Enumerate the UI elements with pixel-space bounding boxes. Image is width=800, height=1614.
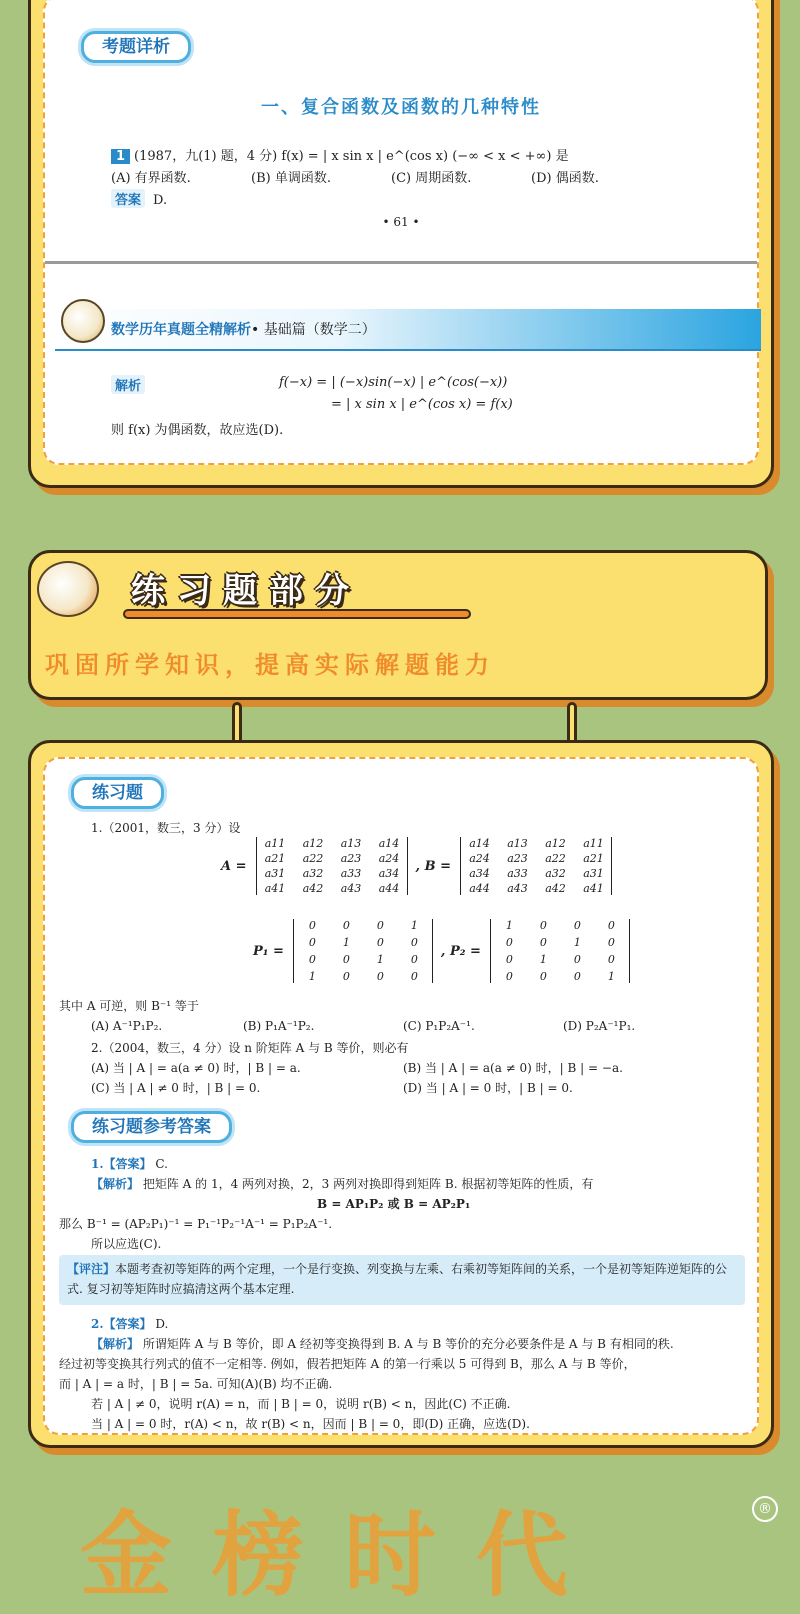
analysis-label-line xyxy=(111,375,153,394)
banner-title: 数学历年真题全精解析 xyxy=(111,322,251,338)
brand-logo: 金榜时代 xyxy=(80,1502,609,1609)
question-option-b: (B) 单调函数. xyxy=(251,171,331,186)
matrix-p xyxy=(253,919,630,983)
matrix-cell: a23 xyxy=(507,852,528,865)
a1-formula: B = AP₁P₂ 或 B = AP₂P₁ xyxy=(317,1197,471,1211)
q1-option-c: (C) P₁P₂A⁻¹. xyxy=(403,1019,475,1033)
a2-analysis: 所谓矩阵 A 与 B 等价，即 A 经初等变换得到 B. A 与 B 等价的充分必要条件是 A 与 B 有相同的秩. xyxy=(142,1337,674,1351)
q2-intro: 2.（2004，数三，4 分）设 n 阶矩阵 A 与 B 等价，则必有 xyxy=(91,1041,409,1055)
matrix-cell: 0 xyxy=(539,936,547,949)
matrix-cell: 0 xyxy=(308,936,316,949)
a1-analysis-label: 【解析】 xyxy=(91,1177,140,1191)
matrix-cell: a34 xyxy=(469,867,490,880)
exam-analysis-badge: 考题详析 xyxy=(81,31,191,63)
section-title: 一、复合函数及函数的几种特性 xyxy=(261,97,541,118)
q1-option-b: (B) P₁A⁻¹P₂. xyxy=(243,1019,315,1033)
matrix-cell: 1 xyxy=(607,970,615,983)
matrix-cell: a11 xyxy=(583,837,604,850)
matrix-cell: a34 xyxy=(378,867,400,880)
matrix-cell: 0 xyxy=(573,919,581,932)
matrix-cell: a43 xyxy=(507,882,528,895)
q2-option-d: (D) 当 | A | = 0 时，| B | = 0. xyxy=(403,1081,573,1095)
matrix-cell: 0 xyxy=(573,970,581,983)
q2-option-a: (A) 当 | A | = a(a ≠ 0) 时，| B | = a. xyxy=(91,1061,301,1075)
question-stem xyxy=(111,145,569,164)
a1-answer: C. xyxy=(155,1157,168,1171)
page-number: • 61 • xyxy=(382,215,420,229)
matrix-cell: a31 xyxy=(264,867,286,880)
matrix-cell: 0 xyxy=(607,936,615,949)
matrix-cell: a22 xyxy=(545,852,566,865)
matrix-cell: a32 xyxy=(302,867,324,880)
matrix-cell: 0 xyxy=(607,953,615,966)
matrix-cell: 0 xyxy=(573,953,581,966)
a2-analysis-label: 【解析】 xyxy=(91,1337,140,1351)
exercise-page xyxy=(43,757,759,1435)
matrix-cell: a22 xyxy=(302,852,324,865)
comment-box xyxy=(59,1255,745,1305)
matrix-cell: a12 xyxy=(302,837,324,850)
q2-option-c: (C) 当 | A | ≠ 0 时，| B | = 0. xyxy=(91,1081,261,1095)
matrix-p2-grid xyxy=(490,919,630,983)
exam-analysis-page xyxy=(43,0,759,465)
q1-question: 其中 A 可逆，则 B⁻¹ 等于 xyxy=(59,999,199,1013)
q2-option-b: (B) 当 | A | = a(a ≠ 0) 时，| B | = −a. xyxy=(403,1061,623,1075)
a1-analysis: 把矩阵 A 的 1，4 两列对换，2，3 两列对换即得到矩阵 B. 根据初等矩阵的性质，有 xyxy=(142,1177,594,1191)
matrix-cell: a23 xyxy=(340,852,362,865)
matrix-cell: 0 xyxy=(505,953,513,966)
banner-text xyxy=(111,319,376,339)
matrix-cell: a42 xyxy=(545,882,566,895)
matrix-cell: 0 xyxy=(539,970,547,983)
banner-subtitle: • 基础篇（数学二） xyxy=(251,322,376,338)
matrix-cell: a21 xyxy=(583,852,604,865)
matrix-a-label: A = xyxy=(221,858,247,874)
matrix-cell: 0 xyxy=(505,970,513,983)
matrix-cell: 0 xyxy=(342,919,350,932)
matrix-cell: 1 xyxy=(410,919,418,932)
question-number: 1 xyxy=(111,149,130,164)
page-separator xyxy=(45,261,757,264)
a1-line3: 所以应选(C). xyxy=(91,1237,162,1251)
matrix-cell: 1 xyxy=(573,936,581,949)
a2-label: 2.【答案】 xyxy=(91,1317,152,1331)
practice-subtitle: 巩固所学知识，提高实际解题能力 xyxy=(45,651,495,679)
matrix-cell: 0 xyxy=(308,919,316,932)
matrix-cell: 0 xyxy=(410,936,418,949)
matrix-cell: 0 xyxy=(505,936,513,949)
book-banner xyxy=(55,309,761,351)
matrix-cell: 0 xyxy=(410,970,418,983)
exercise-badge: 练习题 xyxy=(71,777,164,809)
matrix-cell: a14 xyxy=(378,837,400,850)
matrix-cell: a43 xyxy=(340,882,362,895)
matrix-cell: a11 xyxy=(264,837,286,850)
a1-label: 1.【答案】 xyxy=(91,1157,152,1171)
analysis-line-1: f(−x) = | (−x)sin(−x) | e^(cos(−x)) xyxy=(279,375,508,390)
answer-label: 答案 xyxy=(111,189,145,208)
q1-option-a: (A) A⁻¹P₁P₂. xyxy=(91,1019,163,1033)
q1-intro: 1.（2001，数三，3 分）设 xyxy=(91,821,241,835)
exercise-card xyxy=(28,740,774,1448)
matrix-cell: a21 xyxy=(264,852,286,865)
matrix-cell: 0 xyxy=(376,919,384,932)
matrix-cell: 0 xyxy=(308,953,316,966)
comment-text: 本题考查初等矩阵的两个定理，一个是行变换、列变换与左乘、右乘初等矩阵间的关系，一个是初等矩阵逆矩阵的公式. 复习初等矩阵时应搞清这两个基本定理. xyxy=(67,1262,728,1296)
question-source: (1987，九(1) 题，4 分) xyxy=(134,149,278,164)
matrix-cell: a44 xyxy=(378,882,400,895)
analysis-line-3: 则 f(x) 为偶函数，故应选(D). xyxy=(111,423,284,438)
matrix-cell: 1 xyxy=(342,936,350,949)
matrix-cell: a42 xyxy=(302,882,324,895)
q1-option-d: (D) P₂A⁻¹P₁. xyxy=(563,1019,636,1033)
a1-line xyxy=(91,1155,168,1172)
question-option-c: (C) 周期函数. xyxy=(391,171,472,186)
practice-title: 练习题部分 xyxy=(131,571,361,611)
matrix-a-grid xyxy=(256,837,408,895)
a2-line xyxy=(91,1315,168,1332)
matrix-cell: 0 xyxy=(539,919,547,932)
matrix-b-grid xyxy=(460,837,612,895)
question-option-a: (A) 有界函数. xyxy=(111,171,191,186)
matrix-cell: 0 xyxy=(607,919,615,932)
matrix-cell: a13 xyxy=(507,837,528,850)
answer-line xyxy=(111,189,167,208)
matrix-cell: a33 xyxy=(507,867,528,880)
registered-mark: ® xyxy=(752,1496,778,1522)
question-text: f(x) = | x sin x | e^(cos x) (−∞ < x < +∞) 是 xyxy=(281,149,569,164)
matrix-cell: a31 xyxy=(583,867,604,880)
matrix-p1-label: P₁ = xyxy=(253,943,284,959)
matrix-cell: 1 xyxy=(308,970,316,983)
analysis-line-2: = | x sin x | e^(cos x) = f(x) xyxy=(331,397,513,412)
a1-line2: 那么 B⁻¹ = (AP₂P₁)⁻¹ = P₁⁻¹P₂⁻¹A⁻¹ = P₁P₂A⁻¹. xyxy=(59,1217,333,1231)
matrix-p2-label: , P₂ = xyxy=(440,943,481,959)
exam-analysis-card xyxy=(28,0,774,488)
a2-answer: D. xyxy=(155,1317,169,1331)
matrix-cell: a41 xyxy=(264,882,286,895)
a1-analysis-line xyxy=(91,1175,593,1192)
matrix-cell: 1 xyxy=(505,919,513,932)
a2-analysis-line xyxy=(91,1335,674,1352)
matrix-cell: 0 xyxy=(342,953,350,966)
analysis-label: 解析 xyxy=(111,375,145,394)
a2-line3: 而 | A | = a 时，| B | = 5a. 可知(A)(B) 均不正确. xyxy=(59,1377,333,1391)
a2-line4: 若 | A | ≠ 0，说明 r(A) = n，而 | B | = 0，说明 r(B) < n，因此(C) 不正确. xyxy=(91,1397,511,1411)
mascot-icon xyxy=(61,299,105,343)
matrix-cell: a14 xyxy=(469,837,490,850)
matrix-a xyxy=(221,837,612,895)
a2-line5: 当 | A | = 0 时，r(A) < n，故 r(B) < n，因而 | B | = 0，即(D) 正确，应选(D). xyxy=(91,1417,530,1431)
matrix-cell: a24 xyxy=(378,852,400,865)
comment-label: 【评注】 xyxy=(67,1262,116,1276)
matrix-p1-grid xyxy=(293,919,433,983)
matrix-cell: a13 xyxy=(340,837,362,850)
matrix-cell: 1 xyxy=(539,953,547,966)
matrix-cell: a41 xyxy=(583,882,604,895)
answers-badge: 练习题参考答案 xyxy=(71,1111,232,1143)
mascot-icon xyxy=(37,561,99,617)
matrix-b-label: , B = xyxy=(415,858,451,874)
matrix-cell: 0 xyxy=(342,970,350,983)
matrix-cell: a32 xyxy=(545,867,566,880)
answer-value: D. xyxy=(153,193,168,208)
matrix-cell: 1 xyxy=(376,953,384,966)
question-option-d: (D) 偶函数. xyxy=(531,171,599,186)
a2-line2: 经过初等变换其行列式的值不一定相等. 例如，假若把矩阵 A 的第一行乘以 5 可得到 B，那么 A 与 B 等价， xyxy=(59,1357,636,1371)
matrix-cell: a33 xyxy=(340,867,362,880)
matrix-cell: 0 xyxy=(376,970,384,983)
matrix-cell: a44 xyxy=(469,882,490,895)
matrix-cell: 0 xyxy=(376,936,384,949)
matrix-cell: 0 xyxy=(410,953,418,966)
matrix-cell: a12 xyxy=(545,837,566,850)
practice-header-card xyxy=(28,550,768,700)
matrix-cell: a24 xyxy=(469,852,490,865)
